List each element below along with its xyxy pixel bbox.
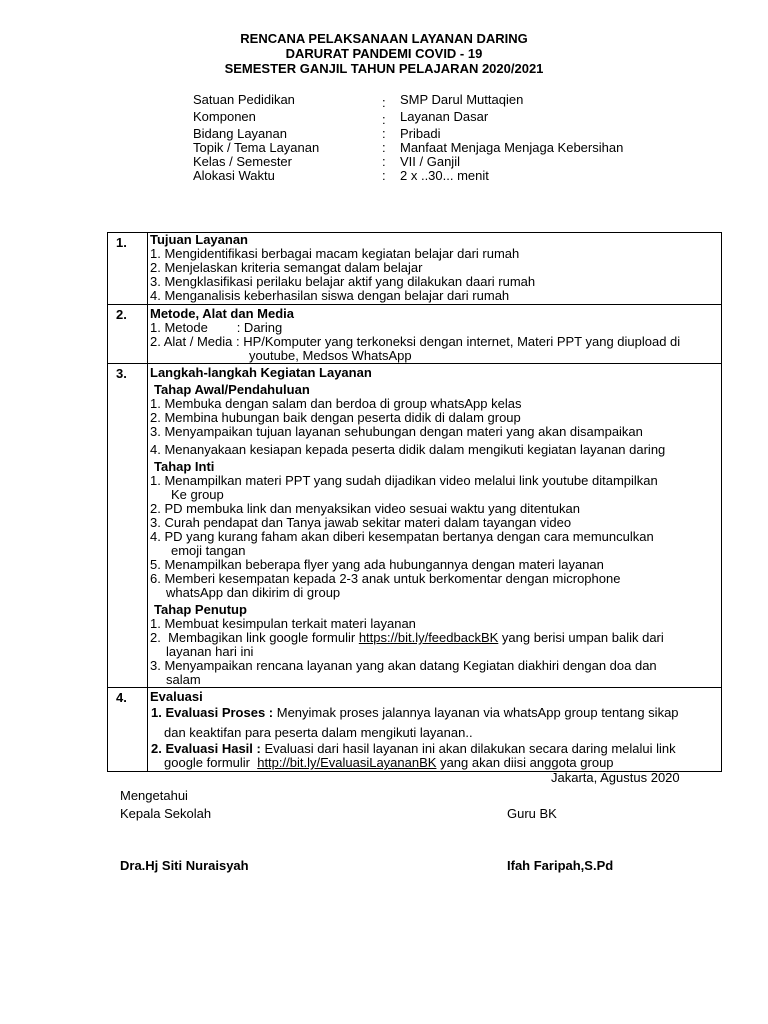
mengetahui-label: Mengetahui (120, 788, 188, 803)
list-item: 2. Menjelaskan kriteria semangat dalam belajar (150, 260, 423, 275)
list-item-cont: layanan hari ini (166, 644, 254, 659)
title-line-2: DARURAT PANDEMI COVID - 19 (285, 46, 483, 61)
info-sep: : (382, 154, 386, 169)
info-value: 2 x ..30... menit (400, 168, 489, 183)
section-evaluasi (108, 688, 722, 772)
info-label: Satuan Pedidikan (193, 92, 295, 107)
evaluasi-link[interactable]: http://bit.ly/EvaluasiLayananBK (257, 755, 437, 770)
evaluasi-cont (150, 756, 721, 770)
info-sep: : (382, 112, 386, 127)
section-content (148, 305, 722, 364)
info-label: Topik / Tema Layanan (193, 140, 320, 155)
section-heading: Metode, Alat dan Media (150, 306, 294, 321)
plan-table (107, 232, 722, 772)
list-item-text: 2. Membagikan link google formulir (150, 630, 359, 645)
evaluasi-cont: dan keaktifan para peserta dalam mengikuti layanan.. (164, 725, 473, 740)
info-value: VII / Ganjil (400, 154, 460, 169)
list-item: 3. Mengklasifikasi perilaku belajar aktif yang dilakukan daari rumah (150, 274, 536, 289)
info-value: SMP Darul Muttaqien (400, 92, 524, 107)
title-line-1: RENCANA PELAKSANAAN LAYANAN DARING (240, 31, 528, 46)
evaluasi-text: yang akan diisi anggota group (436, 755, 614, 770)
section-number: 2. (108, 305, 148, 364)
list-item: 6. Memberi kesempatan kepada 2-3 anak untuk berkomentar dengan microphone (150, 571, 621, 586)
list-item: 3. Curah pendapat dan Tanya jawab sekitar materi dalam tayangan video (150, 515, 572, 530)
info-label: Komponen (193, 109, 256, 124)
evaluasi-text: Evaluasi dari hasil layanan ini akan dilakukan secara daring melalui link (260, 741, 676, 756)
info-sep: : (382, 95, 386, 110)
list-item (150, 631, 721, 645)
list-item: 3. Menyampaikan rencana layanan yang akan datang Kegiatan diakhiri dengan doa dan (150, 658, 657, 673)
document-title (0, 31, 768, 76)
section-heading: Evaluasi (150, 689, 203, 704)
stage-title: Tahap Penutup (154, 602, 247, 617)
info-label: Alokasi Waktu (193, 168, 275, 183)
evaluasi-hasil (150, 742, 721, 756)
section-number: 1. (108, 233, 148, 305)
evaluasi-text: google formulir (164, 755, 258, 770)
alat-line: 2. Alat / Media : HP/Komputer yang terkoneksi dengan internet, Materi PPT yang diupload di (150, 334, 681, 349)
list-item: 4. PD yang kurang faham akan diberi kesempatan bertanya dengan cara memunculkan (150, 529, 654, 544)
evaluasi-proses (150, 706, 721, 720)
list-item: 2. PD membuka link dan menyaksikan video sesuai waktu yang ditentukan (150, 501, 580, 516)
list-item: 4. Menanyakaan kesiapan kepada peserta didik dalam mengikuti kegiatan layanan daring (150, 442, 666, 457)
title-line-3: SEMESTER GANJIL TAHUN PELAJARAN 2020/2021 (224, 61, 544, 76)
section-heading: Langkah-langkah Kegiatan Layanan (150, 365, 372, 380)
stage-title: Tahap Inti (154, 459, 215, 474)
stage-title: Tahap Awal/Pendahuluan (154, 382, 310, 397)
info-label: Bidang Layanan (193, 126, 287, 141)
section-content (148, 233, 722, 305)
info-value: Layanan Dasar (400, 109, 489, 124)
section-number: 3. (108, 364, 148, 688)
info-value: Pribadi (400, 126, 441, 141)
section-langkah (108, 364, 722, 688)
list-item: 3. Menyampaikan tujuan layanan sehubungan dengan materi yang akan disampaikan (150, 424, 643, 439)
list-item: 1. Membuat kesimpulan terkait materi layanan (150, 616, 416, 631)
feedback-link[interactable]: https://bit.ly/feedbackBK (358, 630, 499, 645)
place-date: Jakarta, Agustus 2020 (551, 770, 680, 785)
list-item: 2. Membina hubungan baik dengan peserta didik di dalam group (150, 410, 521, 425)
info-sep: : (382, 168, 386, 183)
section-content (148, 364, 722, 688)
evaluasi-label: 2. Evaluasi Hasil : (151, 741, 261, 756)
alat-line-cont: youtube, Medsos WhatsApp (249, 348, 412, 363)
list-item: 1. Menampilkan materi PPT yang sudah dijadikan video melalui link youtube ditampilkan (150, 473, 658, 488)
list-item-cont: salam (166, 672, 201, 687)
section-tujuan (108, 233, 722, 305)
kepala-sekolah-label: Kepala Sekolah (120, 806, 212, 821)
guru-bk-name: Ifah Faripah,S.Pd (507, 858, 614, 873)
list-item-cont: emoji tangan (171, 543, 246, 558)
list-item-cont: whatsApp dan dikirim di group (166, 585, 341, 600)
info-sep: : (382, 126, 386, 141)
list-item-cont: Ke group (171, 487, 224, 502)
guru-bk-label: Guru BK (507, 806, 557, 821)
section-content (148, 688, 722, 772)
section-metode (108, 305, 722, 364)
list-item: 5. Menampilkan beberapa flyer yang ada hubungannya dengan materi layanan (150, 557, 604, 572)
metode-line: 1. Metode : Daring (150, 320, 283, 335)
kepala-sekolah-name: Dra.Hj Siti Nuraisyah (120, 858, 249, 873)
section-number: 4. (108, 688, 148, 772)
list-item: 1. Mengidentifikasi berbagai macam kegiatan belajar dari rumah (150, 246, 520, 261)
list-item-text: yang berisi umpan balik dari (498, 630, 664, 645)
evaluasi-label: 1. Evaluasi Proses : (151, 705, 274, 720)
list-item: 4. Menganalisis keberhasilan siswa dengan belajar dari rumah (150, 288, 510, 303)
list-item: 1. Membuka dengan salam dan berdoa di group whatsApp kelas (150, 396, 522, 411)
section-heading: Tujuan Layanan (150, 232, 248, 247)
info-sep: : (382, 140, 386, 155)
info-value: Manfaat Menjaga Menjaga Kebersihan (400, 140, 624, 155)
info-label: Kelas / Semester (193, 154, 292, 169)
evaluasi-text: Menyimak proses jalannya layanan via whatsApp group tentang sikap (273, 705, 679, 720)
